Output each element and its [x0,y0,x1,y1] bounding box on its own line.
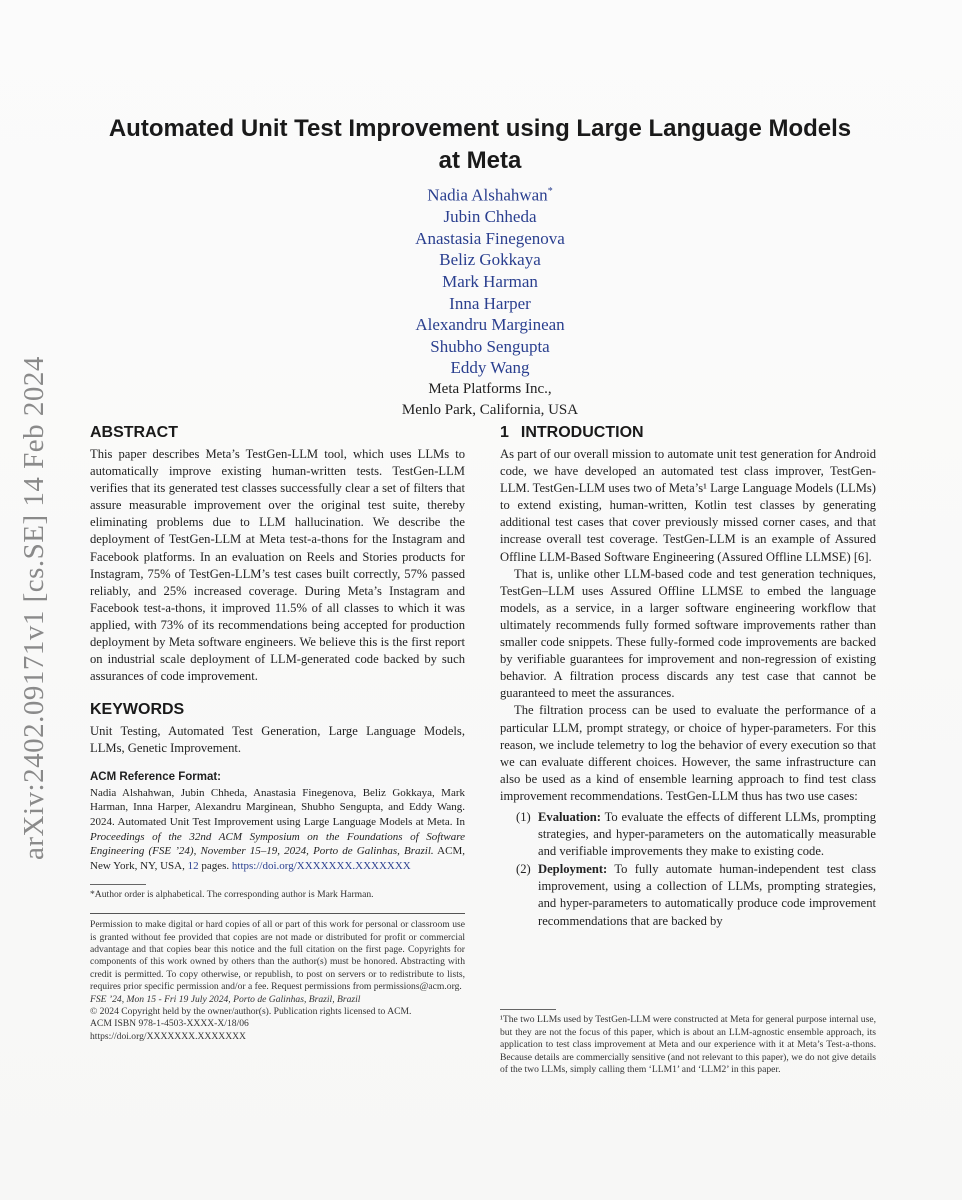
footnote-rule [90,884,146,885]
right-column [500,422,876,931]
author-name: Alexandru Marginean [415,315,565,335]
paper-title [80,113,880,177]
author-block [280,181,700,421]
footnote-rule [500,1009,556,1010]
page-count-link[interactable]: 12 [187,860,199,873]
permission-text: Permission to make digital or hard copies of all or part of this work for personal or classroom use is granted without fee provided that copies are not made or distributed for profit or commercial advantage and that copies bear this notice and the full citation on the first page. Copyrights for components of this work owned by others than the author(s) must be honored. Abstracting with credit is permitted. To copy otherwise, or republish, to post on servers or to redistribute to lists, requires prior specific permission and/or a fee. Request permissions from permissions@acm.org. [90,919,465,993]
left-column [90,422,465,1043]
intro-paragraph-1: As part of our overall mission to automate unit test generation for Android code, we have developed an automated test class improver, TestGen-LLM. TestGen-LLM uses two of Meta’s¹ Large Language Models (LLMs) to extend existing, human-written, Kotlin test classes by generating additional test cases that cover previously missed corner cases, and that increase overall test coverage. TestGen-LLM is an example of Assured Offline LLM-Based Software Engineering (Assured Offline LLMSE) [6]. [500,447,876,564]
affiliation-line: Menlo Park, California, USA [401,402,579,418]
title-line-1: Automated Unit Test Improvement using Large Language Models [108,115,852,142]
author-footnote: *Author order is alphabetical. The corresponding author is Mark Harman. [90,888,374,900]
author-order-mark: * [547,186,553,197]
introduction-heading: 1 INTRODUCTION [500,424,644,441]
copyright-line: © 2024 Copyright held by the owner/author(s). Publication rights licensed to ACM. [90,1006,412,1018]
acm-reference-heading: ACM Reference Format: [90,770,221,783]
affiliation-line: Meta Platforms Inc., [428,381,552,397]
venue-line: FSE ’24, Mon 15 - Fri 19 July 2024, Porto de Galinhas, Brazil, Brazil [90,993,361,1005]
author-name: Inna Harper [449,293,531,313]
arxiv-stamp: arXiv:2402.09171v1 [cs.SE] 14 Feb 2024 [18,356,50,860]
author-name: Anastasia Finegenova [415,228,565,248]
intro-paragraph-2: That is, unlike other LLM-based code and test generation techniques, TestGen–LLM uses Assured Offline LLMSE to embed the language models, as a service, in a larger software engineering workflow that ultimately recommends fully formed software improvements rather than smaller code snippets. These fully-formed code improvements are backed by verifiable guarantees for improvement and non-regression of existing behavior. A filtration process discards any test case that cannot be guaranteed to meet the assurances. [500,566,876,701]
keywords-heading: KEYWORDS [90,701,185,719]
llm-footnote-block [500,1009,876,1077]
acm-reference-text: Nadia Alshahwan, Jubin Chheda, Anastasia Finegenova, Beliz Gokkaya, Mark Harman, Inna Harper, Alexandru Marginean, Shubho Sengupta, and Eddy Wang. 2024. Automated Unit Test Improvement using Large Language Models at Meta. In Proceedings of the 32nd ACM Symposium on the Foundations of Software Engineering (FSE ’24), November 15–19, 2024, Porto de Galinhas, Brazil. ACM, New York, NY, USA, 12 pages. https://doi.org/XXXXXXX.XXXXXXX [90,786,465,873]
use-case-item: (2) Deployment: To fully automate human-independent test class improvement, using a collection of LLMs, prompting strategies, and hyper-parameters to automatically produce code improvement recommendations that are backed by [516,862,876,928]
abstract-heading: ABSTRACT [90,424,178,441]
author-name: Beliz Gokkaya [439,250,541,270]
doi-link[interactable]: https://doi.org/XXXXXXX.XXXXXXX [231,860,411,873]
use-case-item: (1) Evaluation: To evaluate the effects of different LLMs, prompting strategies, and hyper-parameters on the automatically measurable and verifiable improvements they make to existing code. [516,809,876,859]
abstract-text: This paper describes Meta’s TestGen-LLM tool, which uses LLMs to automatically improve existing human-written tests. TestGen-LLM verifies that its generated test classes successfully clear a set of filters that assure measurable improvement over the original test suite, thereby eliminating problems due to LLM hallucination. We describe the deployment of TestGen-LLM at Meta test-a-thons for the Instagram and Facebook platforms. In an evaluation on Reels and Stories products for Instagram, 75% of TestGen-LLM’s test cases built correctly, 57% passed reliably, and 25% increased coverage. During Meta’s Instagram and Facebook test-a-thons, it improved 11.5% of all classes to which it was applied, with 73% of its recommendations being accepted for production deployment by Meta software engineers. We believe this is the first report on industrial scale deployment of LLM-generated code backed by such assurances of code improvement. [90,447,465,684]
author-name: Mark Harman [442,272,538,292]
author-name: Shubho Sengupta [430,336,550,356]
intro-paragraph-3: The filtration process can be used to evaluate the performance of a particular LLM, prompt strategy, or choice of hyper-parameters. For this reason, we include telemetry to log the behavior of every execution so that we can evaluate different choices. However, the same infrastructure can also be used as a kind of ensemble learning approach to find test class improvement recommendations. TestGen-LLM thus has two use cases: [500,703,876,803]
llm-footnote: ¹The two LLMs used by TestGen-LLM were constructed at Meta for general purpose internal use, but they are not the focus of this paper, which is about an LLM-agnostic ensemble approach, its application to test class improvement at Meta and our experience with it at Meta’s Test-a-thons. Because details are commercially sensitive (and not relevant to this paper), we do not give details of the two LLMs, simply calling them ‘LLM1’ and ‘LLM2’ in this paper. [500,1014,876,1075]
isbn-line: ACM ISBN 978-1-4503-XXXX-X/18/06 [90,1018,249,1030]
use-case-list [500,809,876,930]
permission-doi-link[interactable]: https://doi.org/XXXXXXX.XXXXXXX [90,1030,246,1042]
permission-block [90,913,465,1043]
author-name: Jubin Chheda [443,207,537,227]
title-line-2: at Meta [438,147,522,174]
author-name: Nadia Alshahwan* [427,185,553,205]
author-name: Eddy Wang [450,358,530,378]
keywords-text: Unit Testing, Automated Test Generation, Large Language Models, LLMs, Genetic Improvement. [90,724,465,756]
